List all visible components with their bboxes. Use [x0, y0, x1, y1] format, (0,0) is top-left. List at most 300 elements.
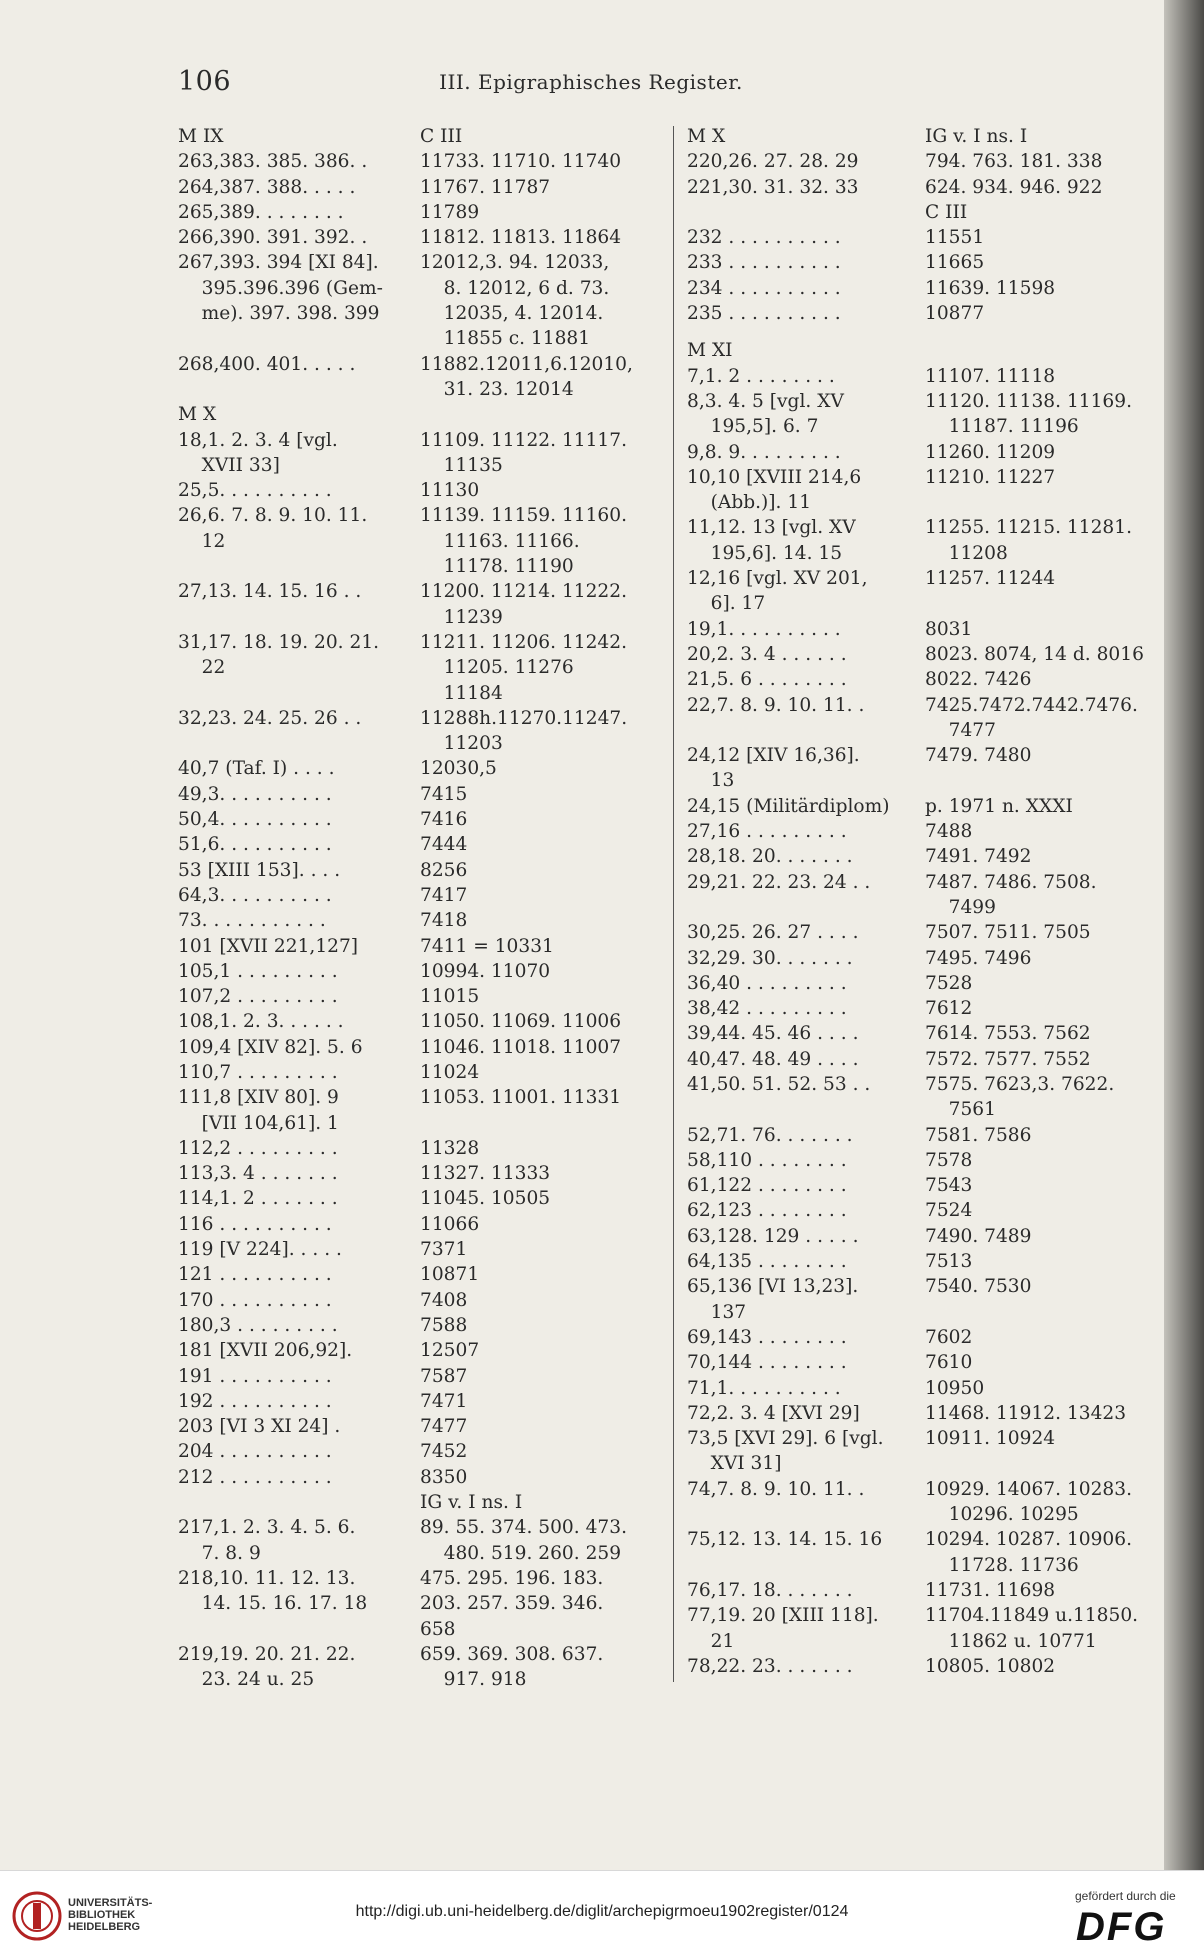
entry-concordance: 10950	[925, 1377, 985, 1399]
entry-concordance: 11327. 11333	[420, 1163, 551, 1185]
entry-concordance: 624. 934. 946. 922	[925, 176, 1103, 198]
entry-reference: M XI	[687, 340, 733, 362]
register-column-left	[178, 124, 660, 1692]
entry-concordance: 11130	[420, 480, 480, 502]
entry-concordance: 11053. 11001. 11331	[420, 1087, 622, 1109]
entry-concordance: 7602	[925, 1326, 973, 1348]
register-entry	[687, 1173, 1157, 1198]
entry-reference: 107,2 . . . . . . . . .	[178, 986, 338, 1008]
register-entry	[178, 807, 660, 832]
entry-reference: 74,7. 8. 9. 10. 11. .	[687, 1478, 865, 1500]
entry-concordance: IG v. I ns. I	[925, 126, 1028, 147]
entry-concordance: 659. 369. 308. 637.	[420, 1643, 604, 1665]
permalink-url[interactable]: http://digi.ub.uni-heidelberg.de/diglit/archepigrmoeu1902register/0124	[355, 1903, 849, 1920]
register-entry	[687, 1300, 1157, 1325]
register-entry	[687, 566, 1157, 591]
entry-concordance: 8022. 7426	[925, 669, 1032, 691]
entry-concordance: 658	[420, 1618, 456, 1640]
entry-reference: 191 . . . . . . . . . .	[178, 1365, 332, 1387]
entry-concordance: 7513	[925, 1251, 973, 1273]
entry-concordance: p. 1971 n. XXXI	[925, 795, 1073, 817]
entry-reference: 21	[687, 1630, 735, 1652]
entry-reference: 25,5. . . . . . . . . .	[178, 480, 332, 502]
entry-concordance: 11767. 11787	[420, 176, 551, 198]
entry-concordance: 7490. 7489	[925, 1225, 1032, 1247]
register-entry	[687, 515, 1157, 540]
register-entry	[687, 1603, 1157, 1628]
viewer-footer	[0, 1870, 1204, 1959]
entry-reference: 31,17. 18. 19. 20. 21.	[178, 631, 380, 653]
entry-reference: 121 . . . . . . . . . .	[178, 1264, 332, 1286]
entry-reference: 111,8 [XIV 80]. 9	[178, 1087, 339, 1109]
entry-reference: 219,19. 20. 21. 22.	[178, 1643, 356, 1665]
register-entry	[178, 1642, 660, 1667]
entry-concordance: 11109. 11122. 11117.	[420, 429, 628, 451]
entry-reference: 265,389. . . . . . . .	[178, 201, 344, 223]
entry-reference: [VII 104,61]. 1	[178, 1112, 339, 1134]
entry-concordance: 7487. 7486. 7508.	[925, 871, 1097, 893]
register-entry	[178, 655, 660, 680]
entry-concordance	[925, 768, 1157, 793]
register-entry	[178, 1591, 660, 1616]
entry-reference: 22,7. 8. 9. 10. 11. .	[687, 694, 865, 716]
register-entry	[178, 832, 660, 857]
entry-concordance: 11468. 11912. 13423	[925, 1402, 1127, 1424]
entry-reference: 40,7 (Taf. I) . . . .	[178, 758, 335, 780]
entry-concordance: 11665	[925, 252, 985, 274]
entry-reference: 101 [XVII 221,127]	[178, 935, 359, 957]
register-entry	[178, 200, 660, 225]
entry-concordance: 7491. 7492	[925, 846, 1032, 868]
entry-concordance: 11211. 11206. 11242.	[420, 631, 628, 653]
entry-concordance: 11178. 11190	[420, 556, 574, 578]
register-entry	[178, 1060, 660, 1085]
entry-concordance: 11163. 11166.	[420, 530, 580, 552]
register-entry	[178, 402, 660, 427]
entry-reference: 72,2. 3. 4 [XVI 29]	[687, 1402, 860, 1424]
dfg-logo[interactable]: DFG	[1076, 1905, 1167, 1949]
entry-reference: XVI 31]	[687, 1453, 782, 1475]
entry-reference: 64,3. . . . . . . . . .	[178, 884, 332, 906]
entry-reference: M X	[178, 404, 217, 426]
register-entry	[178, 1541, 660, 1566]
entry-concordance: 7425.7472.7442.7476.	[925, 694, 1138, 716]
entry-reference: 105,1 . . . . . . . . .	[178, 960, 338, 982]
entry-concordance: 12012,3. 94. 12033,	[420, 252, 610, 274]
page-number: 106	[178, 66, 232, 97]
entry-reference: 170 . . . . . . . . . .	[178, 1289, 332, 1311]
entry-reference	[178, 377, 420, 402]
entry-concordance: 11733. 11710. 11740	[420, 151, 622, 173]
entry-reference: 212 . . . . . . . . . .	[178, 1466, 332, 1488]
register-entry	[687, 1426, 1157, 1451]
entry-reference	[178, 1617, 420, 1642]
entry-reference: 58,110 . . . . . . . .	[687, 1149, 847, 1171]
entry-reference: 114,1. 2 . . . . . . .	[178, 1188, 338, 1210]
entry-concordance: 7528	[925, 972, 973, 994]
register-entry	[178, 908, 660, 933]
entry-concordance: 203. 257. 359. 346.	[420, 1593, 604, 1615]
register-entry	[687, 768, 1157, 793]
register-entry	[687, 1097, 1157, 1122]
entry-concordance: 11208	[925, 542, 1008, 564]
entry-concordance	[925, 591, 1157, 616]
entry-reference: 24,15 (Militärdiplom)	[687, 795, 890, 817]
register-entry	[178, 934, 660, 959]
entry-reference: 19,1. . . . . . . . . .	[687, 618, 841, 640]
entry-reference: 73. . . . . . . . . . .	[178, 910, 326, 932]
running-title: III. Epigraphisches Register.	[439, 70, 743, 94]
entry-reference: 8,3. 4. 5 [vgl. XV	[687, 390, 844, 412]
register-entry	[178, 605, 660, 630]
entry-reference: 180,3 . . . . . . . . .	[178, 1314, 338, 1336]
entry-concordance: 7418	[420, 910, 468, 932]
register-entry	[687, 250, 1157, 275]
register-column-right	[687, 124, 1157, 1679]
entry-concordance: 11260. 11209	[925, 441, 1056, 463]
entry-reference: 32,23. 24. 25. 26 . .	[178, 707, 362, 729]
register-entry	[687, 870, 1157, 895]
register-entry	[178, 1161, 660, 1186]
entry-concordance: 7543	[925, 1175, 973, 1197]
entry-reference: 29,21. 22. 23. 24 . .	[687, 871, 871, 893]
entry-concordance: 12035, 4. 12014.	[420, 303, 604, 325]
register-entry	[178, 1035, 660, 1060]
register-entry	[178, 1439, 660, 1464]
entry-reference: 41,50. 51. 52. 53 . .	[687, 1073, 871, 1095]
register-entry	[687, 996, 1157, 1021]
register-entry	[687, 301, 1157, 326]
entry-reference: 22	[178, 657, 226, 679]
register-entry	[178, 706, 660, 731]
register-entry	[178, 959, 660, 984]
entry-concordance: 11200. 11214. 11222.	[420, 581, 628, 603]
register-entry	[687, 1654, 1157, 1679]
entry-concordance: 7371	[420, 1239, 468, 1261]
entry-reference: me). 397. 398. 399	[178, 303, 380, 325]
register-entry	[178, 1364, 660, 1389]
entry-reference: 71,1. . . . . . . . . .	[687, 1377, 841, 1399]
entry-reference	[178, 326, 420, 351]
register-entry	[178, 1667, 660, 1692]
register-entry	[178, 681, 660, 706]
entry-reference	[178, 605, 420, 630]
entry-concordance	[925, 490, 1157, 515]
entry-reference: 77,19. 20 [XIII 118].	[687, 1605, 879, 1627]
register-entry	[687, 1123, 1157, 1148]
entry-reference: (Abb.)]. 11	[687, 492, 812, 514]
register-entry	[178, 478, 660, 503]
entry-reference: 39,44. 45. 46 . . . .	[687, 1023, 859, 1045]
entry-concordance: 11704.11849 u.11850.	[925, 1605, 1139, 1627]
entry-reference: 203 [VI 3 XI 24] .	[178, 1416, 341, 1438]
entry-concordance: 7561	[925, 1099, 996, 1121]
register-entry	[687, 1350, 1157, 1375]
entry-reference: 49,3. . . . . . . . . .	[178, 783, 332, 805]
entry-concordance: 11184	[420, 682, 503, 704]
entry-concordance: 8023. 8074, 14 d. 8016	[925, 643, 1144, 665]
library-name: UNIVERSITÄTS- BIBLIOTHEK HEIDELBERG	[68, 1897, 153, 1933]
entry-concordance: 7479. 7480	[925, 745, 1032, 767]
register-entry	[687, 1148, 1157, 1173]
entry-concordance: 8. 12012, 6 d. 73.	[420, 277, 610, 299]
entry-reference: 221,30. 31. 32. 33	[687, 176, 859, 198]
entry-reference: 119 [V 224]. . . . .	[178, 1239, 342, 1261]
entry-concordance: 7499	[925, 896, 996, 918]
register-entry	[687, 642, 1157, 667]
register-entry	[687, 1629, 1157, 1654]
register-entry	[687, 693, 1157, 718]
entry-concordance: 7417	[420, 884, 468, 906]
register-entry	[687, 389, 1157, 414]
register-entry	[178, 1085, 660, 1110]
entry-concordance: 31. 23. 12014	[420, 378, 574, 400]
register-entry	[687, 794, 1157, 819]
register-entry	[687, 844, 1157, 869]
entry-concordance: 10994. 11070	[420, 960, 551, 982]
entry-concordance: 10911. 10924	[925, 1428, 1056, 1450]
register-entry	[178, 1490, 660, 1515]
register-entry	[687, 149, 1157, 174]
entry-reference: 218,10. 11. 12. 13.	[178, 1567, 356, 1589]
register-entry	[687, 1198, 1157, 1223]
register-entry	[687, 1072, 1157, 1097]
register-entry	[178, 1515, 660, 1540]
entry-concordance: 11050. 11069. 11006	[420, 1011, 622, 1033]
entry-reference: 32,29. 30. . . . . . .	[687, 947, 853, 969]
entry-concordance: 7488	[925, 821, 973, 843]
entry-reference	[178, 1490, 420, 1515]
entry-reference: 112,2 . . . . . . . . .	[178, 1137, 338, 1159]
entry-concordance	[420, 402, 660, 427]
register-entry	[178, 301, 660, 326]
entry-concordance: C III	[925, 201, 968, 223]
entry-reference: 64,135 . . . . . . . .	[687, 1251, 847, 1273]
entry-concordance: 7495. 7496	[925, 947, 1032, 969]
entry-reference: 61,122 . . . . . . . .	[687, 1175, 847, 1197]
entry-concordance: 7416	[420, 809, 468, 831]
entry-concordance: 12507	[420, 1340, 480, 1362]
entry-concordance: 7588	[420, 1314, 468, 1336]
entry-concordance: 7575. 7623,3. 7622.	[925, 1073, 1115, 1095]
entry-reference: 234 . . . . . . . . . .	[687, 277, 841, 299]
entry-reference: 70,144 . . . . . . . .	[687, 1352, 847, 1374]
register-entry	[687, 1502, 1157, 1527]
entry-reference: 395.396.396 (Gem-	[178, 277, 383, 299]
register-entry	[687, 1325, 1157, 1350]
entry-concordance: 7408	[420, 1289, 468, 1311]
entry-concordance: 11024	[420, 1061, 480, 1083]
entry-reference: 23. 24 u. 25	[178, 1669, 315, 1691]
register-entry	[687, 338, 1157, 363]
entry-reference: 137	[687, 1301, 747, 1323]
entry-concordance: 917. 918	[420, 1669, 527, 1691]
entry-reference	[687, 895, 925, 920]
entry-reference: 116 . . . . . . . . . .	[178, 1213, 332, 1235]
register-entry	[687, 440, 1157, 465]
entry-reference: 217,1. 2. 3. 4. 5. 6.	[178, 1517, 356, 1539]
register-entry	[687, 920, 1157, 945]
entry-concordance: 11731. 11698	[925, 1579, 1056, 1601]
entry-concordance: 7587	[420, 1365, 468, 1387]
entry-concordance: 11855 c. 11881	[420, 328, 591, 350]
entry-reference: M IX	[178, 126, 224, 147]
entry-concordance: 11812. 11813. 11864	[420, 227, 622, 249]
entry-reference: 53 [XIII 153]. . . .	[178, 859, 341, 881]
register-entry	[687, 1527, 1157, 1552]
entry-concordance: 10294. 10287. 10906.	[925, 1529, 1133, 1551]
entry-concordance: 10805. 10802	[925, 1655, 1056, 1677]
register-entry	[687, 1249, 1157, 1274]
register-entry	[178, 352, 660, 377]
register-entry	[178, 1111, 660, 1136]
entry-concordance: 7471	[420, 1390, 468, 1412]
entry-concordance: 11205. 11276	[420, 657, 574, 679]
entry-reference: 51,6. . . . . . . . . .	[178, 834, 332, 856]
register-entry	[178, 1262, 660, 1287]
entry-concordance: 7444	[420, 834, 468, 856]
entry-reference: 27,13. 14. 15. 16 . .	[178, 581, 362, 603]
entry-concordance: 11862 u. 10771	[925, 1630, 1097, 1652]
entry-reference	[687, 1097, 925, 1122]
entry-reference: 40,47. 48. 49 . . . .	[687, 1048, 859, 1070]
entry-concordance: 12030,5	[420, 758, 497, 780]
entry-gap	[687, 326, 1157, 338]
entry-concordance: 11015	[420, 986, 480, 1008]
entry-reference: 13	[687, 770, 735, 792]
entry-concordance: 7411 = 10331	[420, 935, 554, 957]
entry-reference: 38,42 . . . . . . . . .	[687, 998, 847, 1020]
entry-reference	[687, 200, 925, 225]
register-entry	[687, 971, 1157, 996]
register-entry	[178, 453, 660, 478]
entry-concordance: 7614. 7553. 7562	[925, 1023, 1091, 1045]
entry-concordance: 8256	[420, 859, 468, 881]
entry-concordance: 7477	[420, 1416, 468, 1438]
entry-concordance: 89. 55. 374. 500. 473.	[420, 1517, 627, 1539]
entry-reference: 18,1. 2. 3. 4 [vgl.	[178, 429, 338, 451]
entry-concordance: 10929. 14067. 10283.	[925, 1478, 1133, 1500]
entry-concordance: 8031	[925, 618, 973, 640]
entry-concordance: 10871	[420, 1264, 480, 1286]
entry-concordance: 794. 763. 181. 338	[925, 151, 1103, 173]
entry-reference: 78,22. 23. . . . . . .	[687, 1655, 853, 1677]
register-entry	[178, 503, 660, 528]
register-entry	[178, 554, 660, 579]
entry-reference	[687, 1502, 925, 1527]
entry-concordance: 11551	[925, 227, 985, 249]
register-entry	[687, 276, 1157, 301]
entry-reference: 10,10 [XVIII 214,6	[687, 466, 862, 488]
register-entry	[178, 1566, 660, 1591]
register-entry	[687, 1451, 1157, 1476]
entry-concordance	[925, 1300, 1157, 1325]
entry-concordance: IG v. I ns. I	[420, 1492, 523, 1514]
entry-concordance: 7572. 7577. 7552	[925, 1048, 1091, 1070]
register-entry	[687, 591, 1157, 616]
entry-concordance: 11187. 11196	[925, 416, 1079, 438]
register-entry	[687, 225, 1157, 250]
entry-concordance: 8350	[420, 1466, 468, 1488]
entry-concordance	[420, 1111, 660, 1136]
register-entry	[178, 630, 660, 655]
entry-concordance: 11288h.11270.11247.	[420, 707, 628, 729]
entry-reference: 267,393. 394 [XI 84].	[178, 252, 379, 274]
register-entry	[178, 858, 660, 883]
entry-reference: 75,12. 13. 14. 15. 16	[687, 1529, 883, 1551]
entry-reference: 108,1. 2. 3. . . . . .	[178, 1011, 344, 1033]
register-entry	[178, 1465, 660, 1490]
register-entry	[687, 1047, 1157, 1072]
entry-reference: 62,123 . . . . . . . .	[687, 1200, 847, 1222]
entry-concordance: 11255. 11215. 11281.	[925, 517, 1133, 539]
entry-reference: 192 . . . . . . . . . .	[178, 1390, 332, 1412]
register-entry	[178, 883, 660, 908]
entry-reference: 113,3. 4 . . . . . . .	[178, 1163, 338, 1185]
register-entry	[178, 1136, 660, 1161]
entry-concordance: 7578	[925, 1149, 973, 1171]
entry-reference: 50,4. . . . . . . . . .	[178, 809, 332, 831]
register-entry	[178, 377, 660, 402]
register-entry	[687, 1274, 1157, 1299]
entry-concordance: 11107. 11118	[925, 365, 1056, 387]
register-entry	[178, 250, 660, 275]
register-entry	[178, 1389, 660, 1414]
entry-reference: 263,383. 385. 386. .	[178, 151, 368, 173]
entry-concordance: 11789	[420, 201, 480, 223]
entry-concordance: 7452	[420, 1441, 468, 1463]
entry-concordance: 7610	[925, 1352, 973, 1374]
entry-reference: 36,40 . . . . . . . . .	[687, 972, 847, 994]
register-entry	[178, 225, 660, 250]
entry-reference: 264,387. 388. . . . .	[178, 176, 356, 198]
entry-concordance: 7524	[925, 1200, 973, 1222]
register-entry	[178, 175, 660, 200]
entry-concordance: 11120. 11138. 11169.	[925, 390, 1133, 412]
entry-concordance: 10296. 10295	[925, 1504, 1079, 1526]
page-edge-shadow	[1164, 0, 1204, 1870]
entry-reference: 7. 8. 9	[178, 1542, 261, 1564]
entry-reference: 52,71. 76. . . . . . .	[687, 1124, 853, 1146]
register-entry	[687, 414, 1157, 439]
register-entry	[687, 1376, 1157, 1401]
entry-concordance: 11639. 11598	[925, 277, 1056, 299]
register-entry	[687, 364, 1157, 389]
entry-reference: 266,390. 391. 392. .	[178, 227, 368, 249]
register-entry	[687, 1021, 1157, 1046]
entry-concordance: 7415	[420, 783, 468, 805]
register-entry	[178, 529, 660, 554]
entry-reference: 195,5]. 6. 7	[687, 416, 819, 438]
entry-reference: 69,143 . . . . . . . .	[687, 1326, 847, 1348]
register-entry	[687, 1401, 1157, 1426]
entry-reference: 65,136 [VI 13,23].	[687, 1276, 859, 1298]
entry-concordance	[925, 1451, 1157, 1476]
register-entry	[687, 200, 1157, 225]
entry-reference: 7,1. 2 . . . . . . . .	[687, 365, 835, 387]
register-entry	[178, 1313, 660, 1338]
register-entry	[687, 1578, 1157, 1603]
entry-reference: 12,16 [vgl. XV 201,	[687, 568, 868, 590]
register-entry	[178, 1009, 660, 1034]
entry-concordance: 11239	[420, 606, 503, 628]
register-entry	[687, 541, 1157, 566]
register-entry	[178, 782, 660, 807]
entry-reference: 76,17. 18. . . . . . .	[687, 1579, 853, 1601]
entry-reference: 181 [XVII 206,92].	[178, 1340, 353, 1362]
entry-reference: 24,12 [XIV 16,36].	[687, 745, 860, 767]
register-entry	[178, 124, 660, 149]
